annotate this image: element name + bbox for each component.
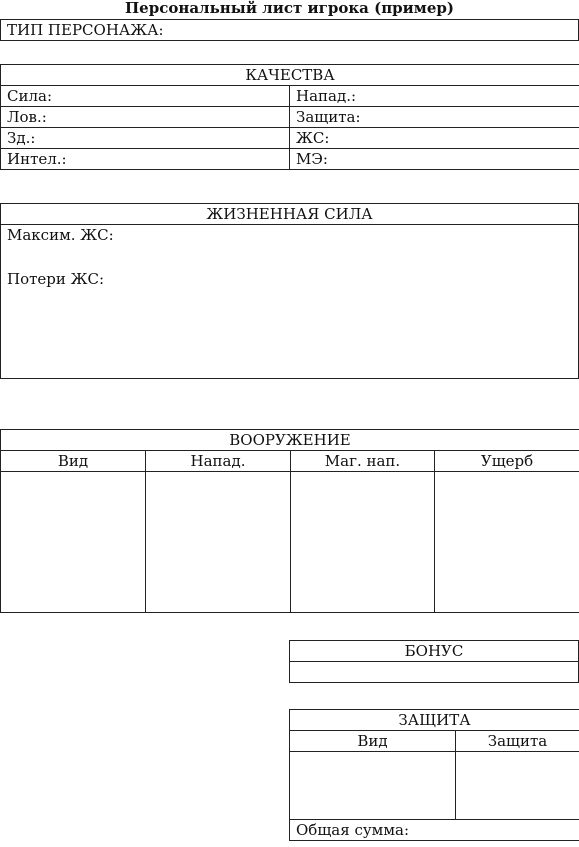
- armor-defense-cell[interactable]: [456, 752, 579, 820]
- defense-field[interactable]: Защита:: [290, 107, 579, 128]
- defense-table: [289, 709, 579, 841]
- table-row: [1, 451, 579, 472]
- life-force-header: ЖИЗНЕННАЯ СИЛА: [1, 204, 579, 225]
- armor-type-cell[interactable]: [290, 752, 456, 820]
- weapon-magic-attack-cell[interactable]: [291, 472, 435, 613]
- life-force-field[interactable]: ЖС:: [290, 128, 579, 149]
- table-row: [290, 752, 579, 820]
- table-row: [1, 86, 579, 107]
- table-row: [1, 149, 579, 170]
- table-row: [1, 107, 579, 128]
- health-field[interactable]: Зд.:: [1, 128, 290, 149]
- column-header-attack: Напад.: [146, 451, 291, 472]
- hp-loss-label: Потери ЖС:: [7, 270, 105, 288]
- column-header-defense: Защита: [456, 731, 579, 752]
- magic-energy-field[interactable]: МЭ:: [290, 149, 579, 170]
- bonus-header: БОНУС: [290, 641, 579, 662]
- weapon-type-cell[interactable]: [1, 472, 146, 613]
- column-header-magic-attack: Маг. нап.: [291, 451, 435, 472]
- table-row: [1, 472, 579, 613]
- table-row: [290, 731, 579, 752]
- strength-field[interactable]: Сила:: [1, 86, 290, 107]
- character-type-field[interactable]: ТИП ПЕРСОНАЖА:: [1, 20, 579, 41]
- attack-field[interactable]: Напад.:: [290, 86, 579, 107]
- table-row: [1, 128, 579, 149]
- bonus-field[interactable]: [290, 662, 579, 683]
- qualities-header: КАЧЕСТВА: [1, 65, 579, 86]
- column-header-type: Вид: [290, 731, 456, 752]
- column-header-damage: Ущерб: [435, 451, 579, 472]
- weapons-header: ВООРУЖЕНИЕ: [1, 430, 579, 451]
- life-force-table: [0, 203, 579, 379]
- qualities-table: [0, 64, 579, 170]
- table-row: [290, 820, 579, 841]
- bonus-table: [289, 640, 579, 683]
- intellect-field[interactable]: Интел.:: [1, 149, 290, 170]
- weapon-damage-cell[interactable]: [435, 472, 579, 613]
- life-force-notes[interactable]: [1, 225, 579, 379]
- defense-header: ЗАЩИТА: [290, 710, 579, 731]
- character-type-box: [0, 19, 579, 41]
- weapons-table: [0, 429, 579, 613]
- column-header-type: Вид: [1, 451, 146, 472]
- weapon-attack-cell[interactable]: [146, 472, 291, 613]
- defense-total-field[interactable]: Общая сумма:: [290, 820, 579, 841]
- max-hp-label: Максим. ЖС:: [7, 226, 114, 244]
- sheet-title: Персональный лист игрока (пример): [125, 0, 454, 17]
- agility-field[interactable]: Лов.:: [1, 107, 290, 128]
